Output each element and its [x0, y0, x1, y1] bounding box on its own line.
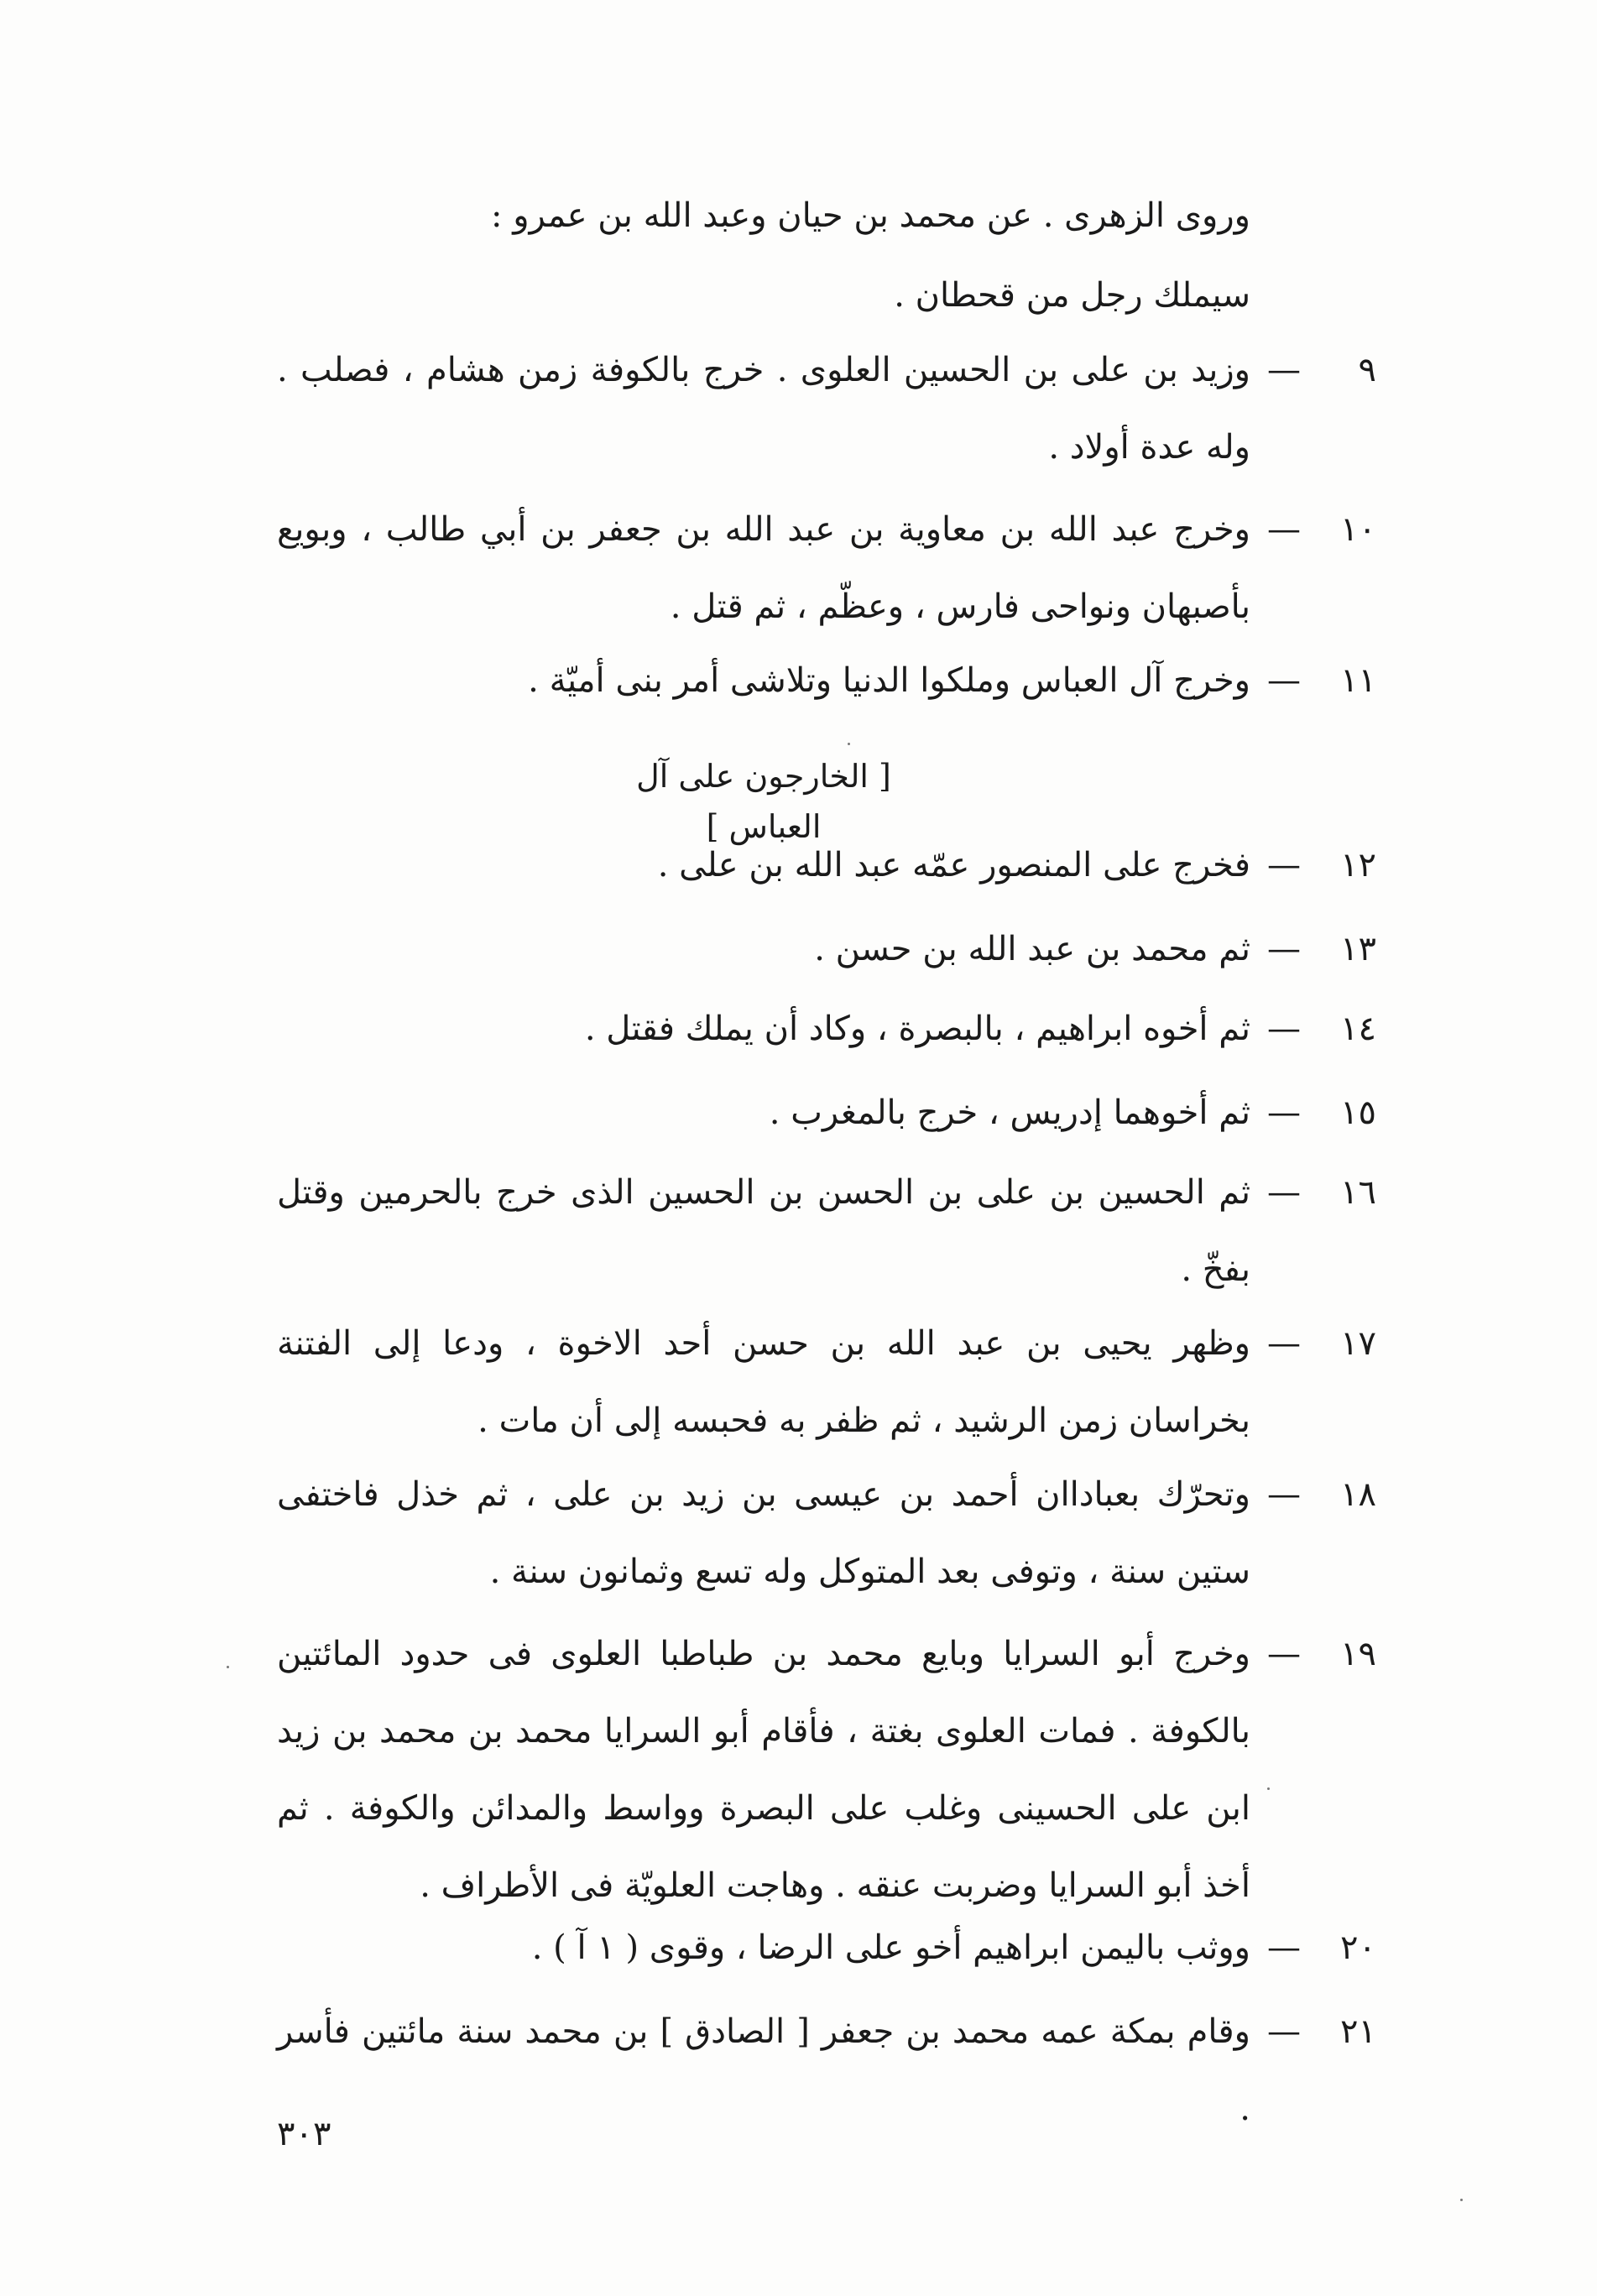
list-item: [277, 642, 1376, 719]
list-item: [277, 1615, 1376, 1924]
list-item: [277, 491, 1376, 645]
item-text: وظهر يحيى بن عبد الله بن حسن أحد الاخوة ، ودعا إلى الفتنة بخراسان زمن الرشيد ، ثم ظفر به فحبسه إلى أن مات .: [277, 1324, 1250, 1440]
item-text: وخرج عبد الله بن معاوية بن عبد الله بن جعفر بن أبي طالب ، وبويع بأصبهان ونواحى فارس ، وعظّم ، ثم قتل .: [277, 510, 1250, 626]
item-number: ٢١: [1340, 2012, 1376, 2051]
item-text: وقام بمكة عمه محمد بن جعفر [ الصادق ] بن محمد سنة مائتين فأسر .: [277, 2012, 1250, 2128]
item-text: وخرج أبو السرايا وبايع محمد بن طباطبا العلوى فى حدود المائتين بالكوفة . فمات العلوى بغتة ، فأقام أبو السرايا محمد بن محمد بن زيد ابن على الحسينى وغلب على البصرة وواسط والمدائن والكوفة . ثم أخذ أبو السرايا وضربت عنقه . وهاجت العلويّة فى الأطراف .: [277, 1635, 1251, 1905]
item-dash: —: [1267, 1324, 1301, 1363]
scan-speck: [1460, 2199, 1463, 2201]
section-heading: [ الخارجون على آل العباس ]: [636, 758, 891, 845]
item-text: وخرج آل العباس وملكوا الدنيا وتلاشى أمر بنى أميّة .: [528, 661, 1250, 700]
list-item: [277, 1456, 1376, 1610]
list-item: [277, 1909, 1376, 1986]
list-item: [277, 1305, 1376, 1459]
item-text: وزيد بن على بن الحسين العلوى . خرج بالكوفة زمن هشام ، فصلب . وله عدة أولاد .: [277, 351, 1250, 467]
item-number: ١٧: [1340, 1324, 1376, 1363]
item-number: ١١: [1340, 661, 1376, 700]
item-text: ووثب باليمن ابراهيم أخو على الرضا ، وقوى ( ١ آ ) .: [531, 1928, 1250, 1967]
item-number: ١٩: [1340, 1635, 1376, 1673]
list-item: [277, 827, 1376, 904]
item-number: ١٨: [1340, 1475, 1376, 1514]
item-text: ثم محمد بن عبد الله بن حسن .: [814, 930, 1250, 968]
item-dash: —: [1267, 510, 1301, 549]
item-dash: —: [1267, 930, 1301, 968]
item-text: ثم الحسين بن على بن الحسن بن الحسين الذى خرج بالحرمين وقتل بفخّ .: [277, 1173, 1250, 1289]
item-number: ١٠: [1340, 510, 1376, 549]
intro-paragraph: [277, 176, 1250, 336]
list-item: [277, 1993, 1376, 2147]
item-dash: —: [1267, 1928, 1301, 1967]
list-item: [277, 990, 1376, 1067]
list-item: [277, 1154, 1376, 1308]
scan-speck: [1267, 1787, 1270, 1790]
scan-speck: [227, 1666, 229, 1668]
scan-speck: [848, 743, 850, 745]
item-number: ٢٠: [1340, 1928, 1376, 1967]
item-number: ١٢: [1340, 846, 1376, 884]
intro-line: سيملك رجل من قحطان .: [894, 276, 1250, 315]
item-dash: —: [1267, 661, 1301, 700]
item-number: ١٦: [1340, 1173, 1376, 1212]
item-dash: —: [1267, 2012, 1301, 2051]
item-text: ثم أخوه ابراهيم ، بالبصرة ، وكاد أن يملك فقتل .: [584, 1010, 1250, 1048]
item-number: ١٣: [1340, 930, 1376, 968]
item-text: ثم أخوهما إدريس ، خرج بالمغرب .: [769, 1093, 1250, 1132]
item-dash: —: [1267, 1173, 1301, 1212]
intro-line: وروى الزهرى . عن محمد بن حيان وعبد الله بن عمرو :: [491, 196, 1250, 235]
list-item: [277, 331, 1376, 486]
list-item: [277, 911, 1376, 988]
item-dash: —: [1267, 846, 1301, 884]
item-dash: —: [1267, 1635, 1301, 1673]
list-item: [277, 1074, 1376, 1151]
item-dash: —: [1267, 1093, 1301, 1132]
item-dash: —: [1267, 351, 1301, 389]
page-number: ٣٠٣: [277, 2115, 331, 2153]
item-number: ١٤: [1340, 1010, 1376, 1048]
item-text: فخرج على المنصور عمّه عبد الله بن على .: [657, 846, 1250, 884]
item-number: ٩: [1358, 351, 1376, 389]
item-dash: —: [1267, 1010, 1301, 1048]
item-number: ١٥: [1340, 1093, 1376, 1132]
item-dash: —: [1267, 1475, 1301, 1514]
item-text: وتحرّك بعباداان أحمد بن عيسى بن زيد بن على ، ثم خذل فاختفى ستين سنة ، وتوفى بعد المتوكل وله تسع وثمانون سنة .: [277, 1475, 1250, 1591]
